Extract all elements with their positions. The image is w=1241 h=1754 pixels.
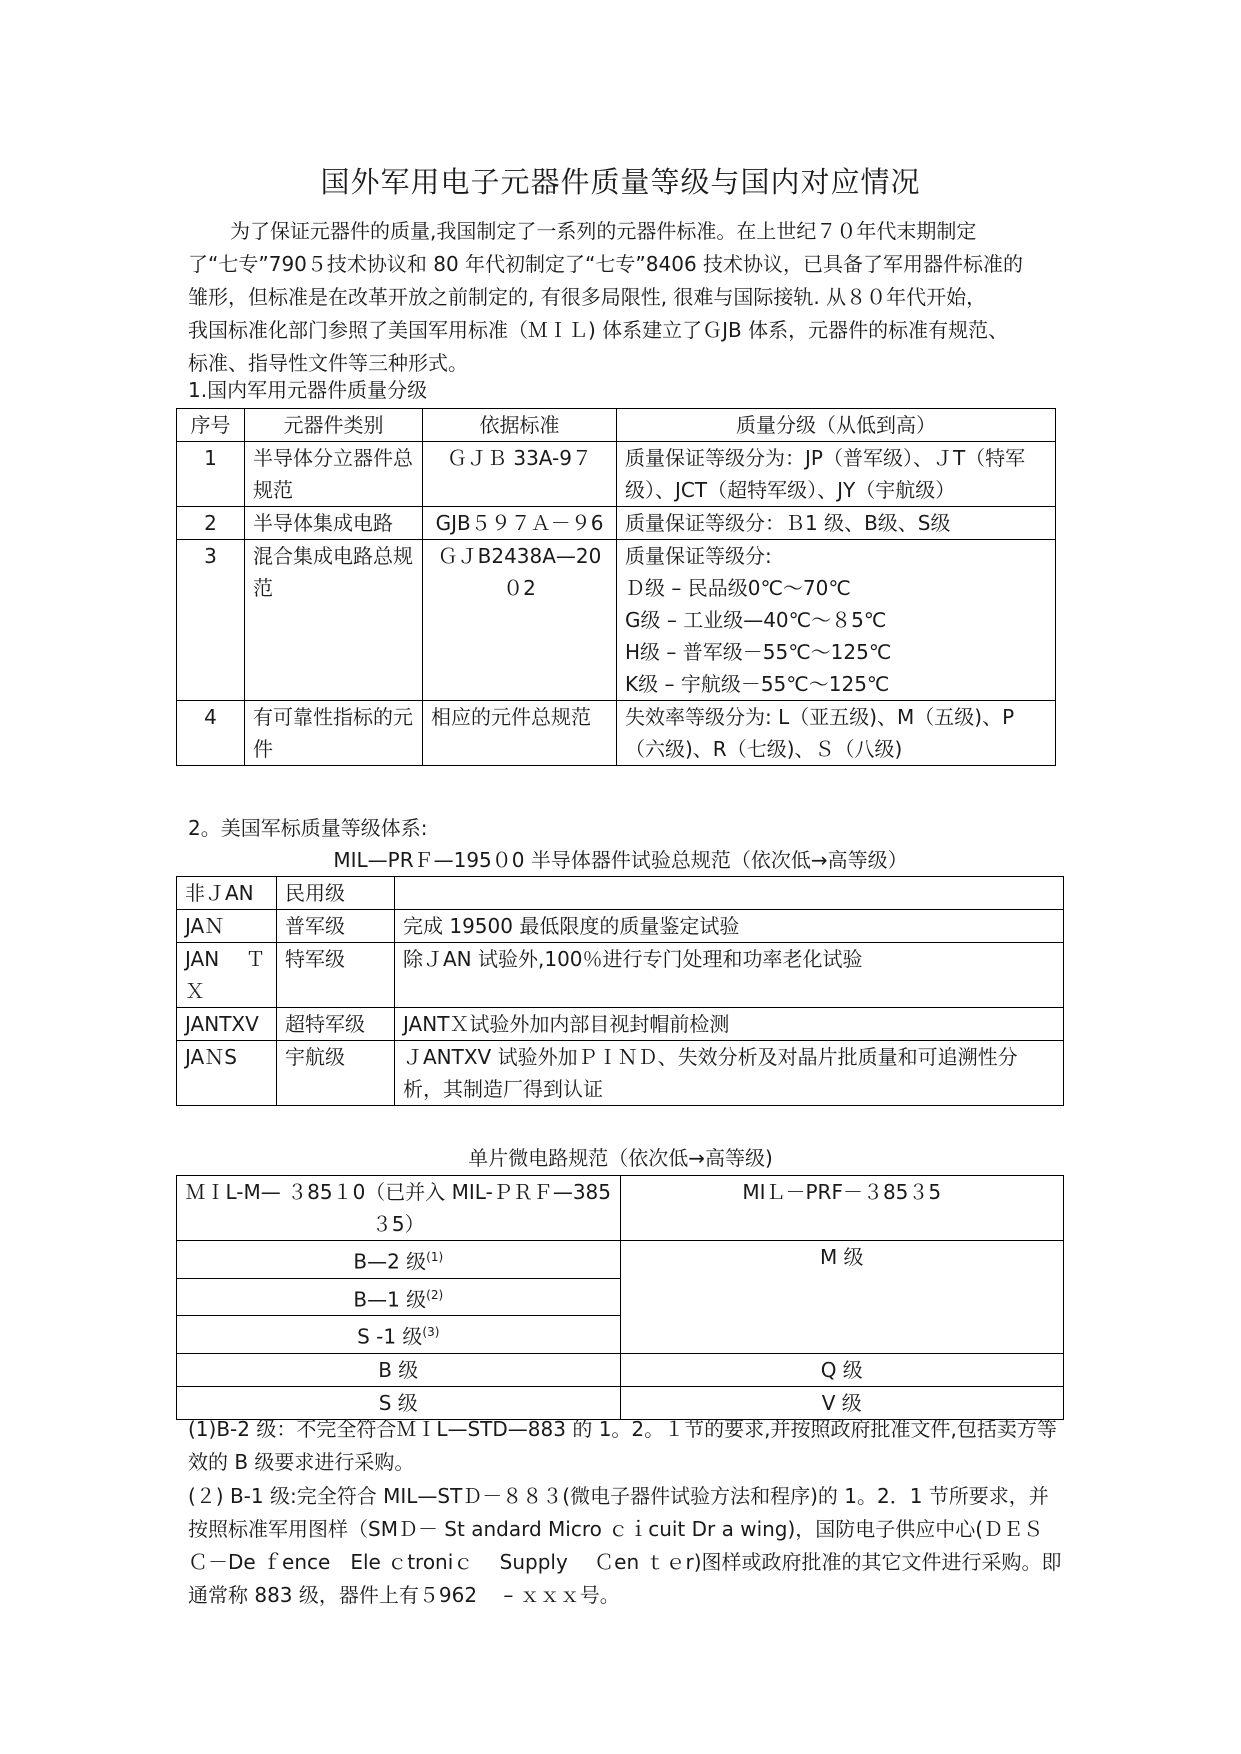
intro-line-3: 雏形，但标准是在改革开放之前制定的, 有很多局限性, 很难与国际接轨. 从８０年代开始，: [188, 285, 987, 309]
row-code: JANTXV: [177, 1008, 277, 1041]
right-grade: Q 级: [620, 1353, 1064, 1386]
grade-line: K级 – 宇航级－55℃～125℃: [625, 672, 890, 696]
row-code: JAN Ｔ Ｘ: [177, 943, 277, 1008]
row-desc: 完成 19500 最低限度的质量鉴定试验: [395, 910, 1064, 943]
table-row: [177, 1353, 1064, 1386]
row-standard: ＧＪＢ 33A-9７: [423, 442, 617, 507]
grade-label: B—2 级: [353, 1249, 427, 1274]
grade-line: H级 – 普军级－55℃～125℃: [625, 640, 892, 664]
section3-caption: 单片微电路规范（依次低→高等级): [468, 1146, 773, 1170]
row-level: 超特军级: [277, 1008, 395, 1041]
table-header-row: [177, 409, 1056, 442]
row-standard: ＧＪB2438A—20０2: [423, 540, 617, 701]
row-grades: 质量保证等级分为：JP（普军级）、ＪT（特军级）、JCT（超特军级）、JY（宇航级）: [617, 442, 1056, 507]
row-category: 半导体分立器件总规范: [245, 442, 423, 507]
left-grade: [177, 1316, 621, 1354]
table-row: [177, 540, 1056, 701]
footnote-1: (1)B-2 级：不完全符合ＭＩL—STD—883 的 1。2。１节的要求,并按照政府批准文件,包括卖方等效的 B 级要求进行采购。: [188, 1417, 1057, 1474]
row-standard: 相应的元件总规范: [423, 701, 617, 766]
intro-line: [188, 215, 1068, 248]
row-no: 1: [177, 442, 245, 507]
footnote-mark: (1): [426, 1250, 444, 1264]
row-desc: [395, 877, 1064, 910]
footnote-2: (２) B-1 级:完全符合 MIL—STＤ－８８３(微电子器件试验方法和程序)的 1。2．1 节所要求，并按照标准军用图样（SMＤ－ St andard Micro ｃｉcuit Dr a wing)，国防电子供应中心(ＤＥＳ Ｃ－De ｆence Ele ｃtroniｃ Supply Ｃen ｔｅr)图样或政府批准的其它文件进行采购。即通常称 883 级，器件上有５962 – ｘｘｘ号。: [188, 1484, 1062, 1607]
intro-line-4: 我国标准化部门参照了美国军用标准（ＭＩＬ) 体系建立了ＧJB 体系，元器件的标准有规范、: [188, 318, 1009, 342]
row-desc: 除ＪAN 试验外,100％进行专门处理和功率老化试验: [395, 943, 1064, 1008]
section2-heading: 2。美国军标质量等级体系:: [188, 816, 428, 840]
row-no: 4: [177, 701, 245, 766]
table-header-row: [177, 1176, 1064, 1241]
right-grade: M 级: [620, 1241, 1064, 1354]
table-row: [177, 1041, 1064, 1106]
table-row: [177, 910, 1064, 943]
grade-line: Ｄ级 – 民品级0℃～70℃: [625, 576, 851, 600]
row-level: 宇航级: [277, 1041, 395, 1106]
row-standard: GJB５９７Ａ－９6: [423, 507, 617, 540]
microcircuit-grade-table: [176, 1175, 1064, 1420]
domestic-grade-table: [176, 408, 1056, 766]
row-code: JAＮ: [177, 910, 277, 943]
row-category: 有可靠性指标的元件: [245, 701, 423, 766]
row-category: 混合集成电路总规范: [245, 540, 423, 701]
intro-line-1: 为了保证元器件的质量,我国制定了一系列的元器件标准。在上世纪７０年代末期制定: [230, 219, 977, 243]
footnote-mark: (2): [426, 1287, 444, 1302]
table-row: [177, 701, 1056, 766]
table-row: [177, 1241, 1064, 1279]
header-standard: 依据标准: [423, 409, 617, 442]
row-no: 3: [177, 540, 245, 701]
left-grade: [177, 1278, 621, 1316]
table-row: [177, 943, 1064, 1008]
row-grades: [617, 540, 1056, 701]
intro-paragraph: [188, 215, 1068, 380]
left-grade: [177, 1241, 621, 1279]
row-desc: ＪANTXV 试验外加ＰＩＮＤ、失效分析及对晶片批质量和可追溯性分析，其制造厂得到认证: [395, 1041, 1064, 1106]
grade-line: G级 – 工业级—40℃～８5℃: [625, 608, 887, 632]
left-header: ＭＩL-M— ３85１0（已并入 MIL-ＰＲＦ—385３5）: [177, 1176, 621, 1241]
row-code: 非ＪAN: [177, 877, 277, 910]
row-level: 普军级: [277, 910, 395, 943]
left-grade: S 级: [177, 1386, 621, 1419]
grade-line: 质量保证等级分:: [625, 544, 772, 568]
intro-line-2: 了“七专”790５技术协议和 80 年代初制定了“七专”8406 技术协议，已具备了军用器件标准的: [188, 252, 1024, 276]
table-row: [177, 1008, 1064, 1041]
row-code: JAＮS: [177, 1041, 277, 1106]
table-row: [177, 877, 1064, 910]
table-row: [177, 507, 1056, 540]
row-level: 特军级: [277, 943, 395, 1008]
grade-label: S -1 级: [357, 1324, 423, 1349]
row-no: 2: [177, 507, 245, 540]
table-row: [177, 442, 1056, 507]
grade-label: B—1 级: [353, 1287, 427, 1312]
row-grades: 质量保证等级分：Ｂ1 级、B级、S级: [617, 507, 1056, 540]
row-desc: JANTＸ试验外加内部目视封帽前检测: [395, 1008, 1064, 1041]
section1-heading: 1.国内军用元器件质量分级: [188, 378, 428, 402]
us-mil-grade-table: [176, 876, 1064, 1106]
left-grade: B 级: [177, 1353, 621, 1386]
row-level: 民用级: [277, 877, 395, 910]
right-grade: V 级: [620, 1386, 1064, 1419]
page-title: 国外军用电子元器件质量等级与国内对应情况: [320, 165, 921, 199]
header-no: 序号: [177, 409, 245, 442]
footnote-mark: (3): [422, 1325, 440, 1340]
right-header: MIＬ－PRF－３85３5: [620, 1176, 1064, 1241]
section2-caption: MIL—PRＦ—195０0 半导体器件试验总规范（依次低→高等级）: [333, 848, 908, 872]
row-grades: 失效率等级分为: L（亚五级)、M（五级)、P（六级)、R（七级)、Ｓ（八级): [617, 701, 1056, 766]
header-category: 元器件类别: [245, 409, 423, 442]
intro-line-5: 标准、指导性文件等三种形式。: [188, 351, 468, 375]
header-grades: 质量分级（从低到高）: [617, 409, 1056, 442]
row-category: 半导体集成电路: [245, 507, 423, 540]
